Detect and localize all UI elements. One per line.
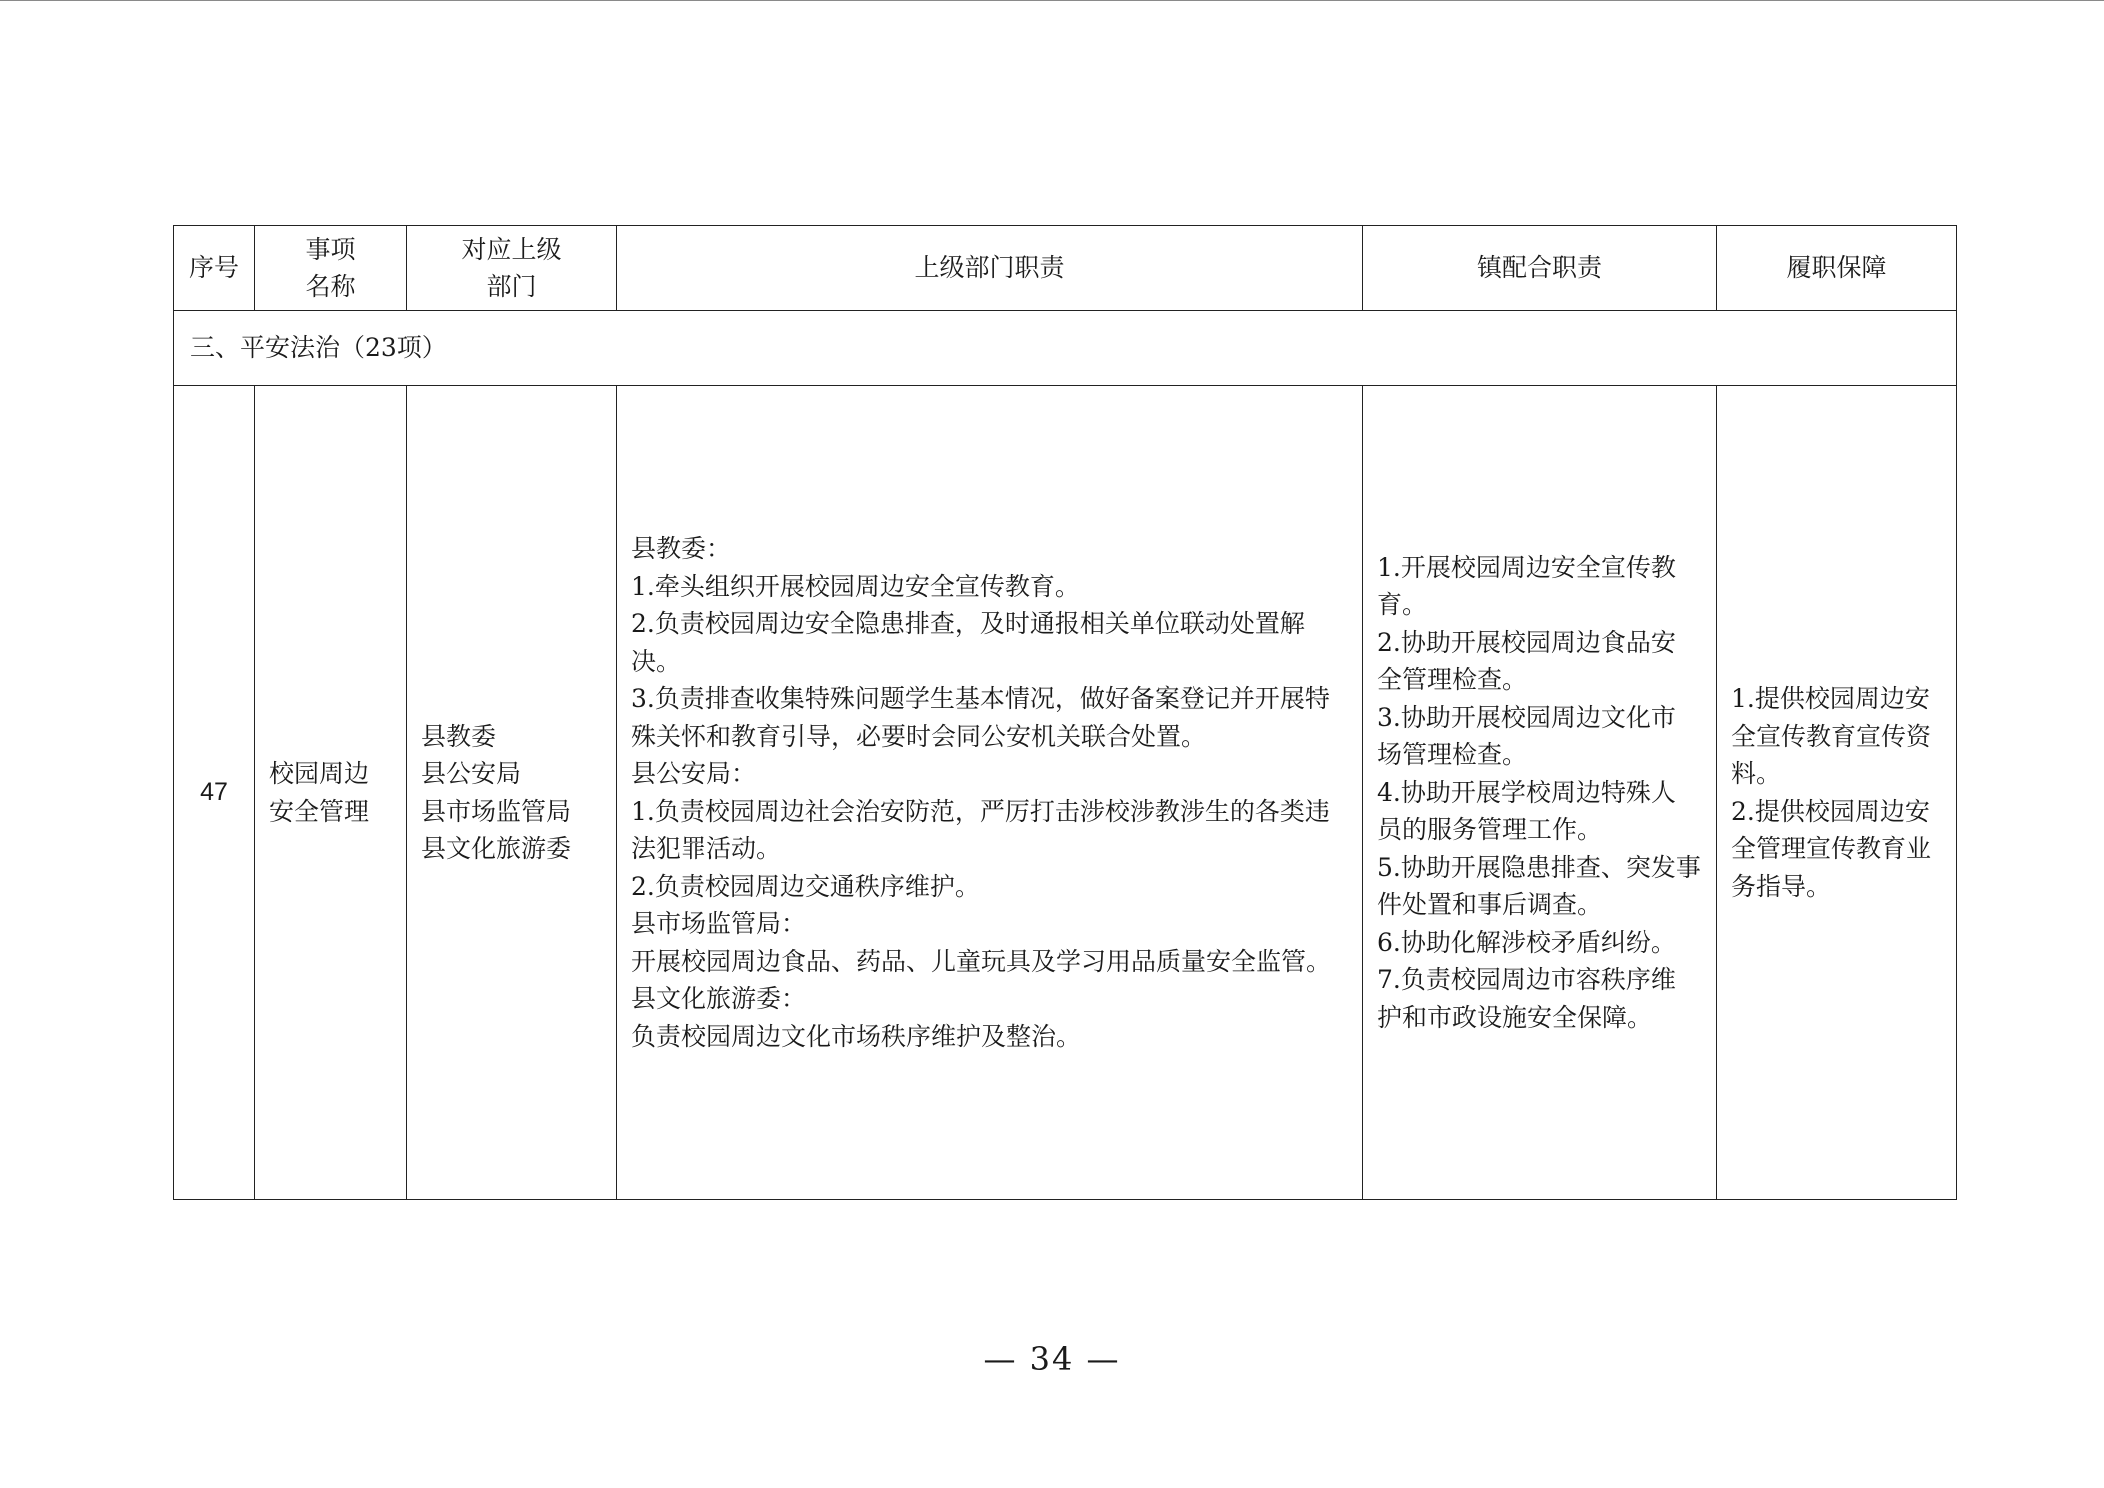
guarantee-line: 全宣传教育宣传资 <box>1731 721 1932 751</box>
header-item-name <box>255 226 407 311</box>
section-row <box>174 311 1957 386</box>
header-upper-department-line2: 部门 <box>486 272 537 301</box>
header-guarantee: 履职保障 <box>1717 226 1957 311</box>
department-line: 县市场监管局 <box>421 796 572 826</box>
row-number: 47 <box>174 386 255 1200</box>
town-duty-line: 场管理检查。 <box>1377 740 1528 770</box>
town-duty-line: 员的服务管理工作。 <box>1377 815 1603 845</box>
row-departments <box>407 386 617 1200</box>
row-item-name-line: 安全管理 <box>269 796 370 826</box>
upper-duty-line: 开展校园周边食品、药品、儿童玩具及学习用品质量安全监管。 <box>631 946 1332 976</box>
upper-duty-line: 1.牵头组织开展校园周边安全宣传教育。 <box>631 571 1080 601</box>
town-duty-line: 育。 <box>1377 590 1428 620</box>
header-upper-department-line1: 对应上级 <box>461 234 562 264</box>
upper-duty-line: 法犯罪活动。 <box>631 834 782 863</box>
department-line: 县文化旅游委 <box>421 834 572 863</box>
town-duty-line: 5.协助开展隐患排查、突发事 <box>1377 852 1701 882</box>
page-top-border <box>0 0 2104 1</box>
upper-duty-line: 县公安局： <box>631 759 757 788</box>
row-guarantee <box>1717 386 1957 1200</box>
header-no: 序号 <box>174 226 255 311</box>
town-duty-line: 1.开展校园周边安全宣传教 <box>1377 552 1676 582</box>
header-item-name-line1: 事项 <box>305 234 356 264</box>
duty-table <box>173 225 1957 1200</box>
department-line: 县教委 <box>421 721 497 751</box>
header-upper-department <box>407 226 617 311</box>
department-line: 县公安局 <box>421 759 522 788</box>
upper-duty-line: 县文化旅游委： <box>631 984 807 1013</box>
guarantee-line: 料。 <box>1731 759 1782 788</box>
header-town-duty: 镇配合职责 <box>1363 226 1717 311</box>
town-duty-line: 4.协助开展学校周边特殊人 <box>1377 777 1676 807</box>
header-item-name-line2: 名称 <box>305 272 356 301</box>
town-duty-line: 3.协助开展校园周边文化市 <box>1377 702 1676 732</box>
row-upper-duty <box>617 386 1363 1200</box>
row-town-duty <box>1363 386 1717 1200</box>
town-duty-line: 6.协助化解涉校矛盾纠纷。 <box>1377 927 1676 957</box>
upper-duty-line: 决。 <box>631 646 682 676</box>
town-duty-line: 全管理检查。 <box>1377 665 1528 695</box>
upper-duty-line: 县教委： <box>631 534 732 563</box>
upper-duty-line: 3.负责排查收集特殊问题学生基本情况，做好备案登记并开展特 <box>631 684 1330 713</box>
upper-duty-line: 殊关怀和教育引导，必要时会同公安机关联合处置。 <box>631 721 1207 751</box>
row-item-name-line: 校园周边 <box>269 759 370 788</box>
town-duty-line: 件处置和事后调查。 <box>1377 890 1603 920</box>
section-title: 三、平安法治（23项） <box>174 311 1957 386</box>
guarantee-line: 务指导。 <box>1731 871 1832 901</box>
guarantee-line: 全管理宣传教育业 <box>1731 834 1932 863</box>
upper-duty-line: 负责校园周边文化市场秩序维护及整治。 <box>631 1021 1082 1051</box>
page-number: — 34 — <box>983 1340 1121 1378</box>
town-duty-line: 2.协助开展校园周边食品安 <box>1377 627 1676 657</box>
town-duty-line: 护和市政设施安全保障。 <box>1377 1002 1653 1032</box>
upper-duty-line: 2.负责校园周边交通秩序维护。 <box>631 871 980 901</box>
row-item-name <box>255 386 407 1200</box>
table-row <box>174 386 1957 1200</box>
header-upper-duty: 上级部门职责 <box>617 226 1363 311</box>
upper-duty-line: 1.负责校园周边社会治安防范，严厉打击涉校涉教涉生的各类违 <box>631 796 1330 826</box>
guarantee-line: 1.提供校园周边安 <box>1731 684 1930 713</box>
table-header-row <box>174 226 1957 311</box>
town-duty-line: 7.负责校园周边市容秩序维 <box>1377 965 1676 995</box>
upper-duty-line: 县市场监管局： <box>631 909 807 938</box>
upper-duty-line: 2.负责校园周边安全隐患排查，及时通报相关单位联动处置解 <box>631 609 1305 638</box>
guarantee-line: 2.提供校园周边安 <box>1731 796 1930 826</box>
